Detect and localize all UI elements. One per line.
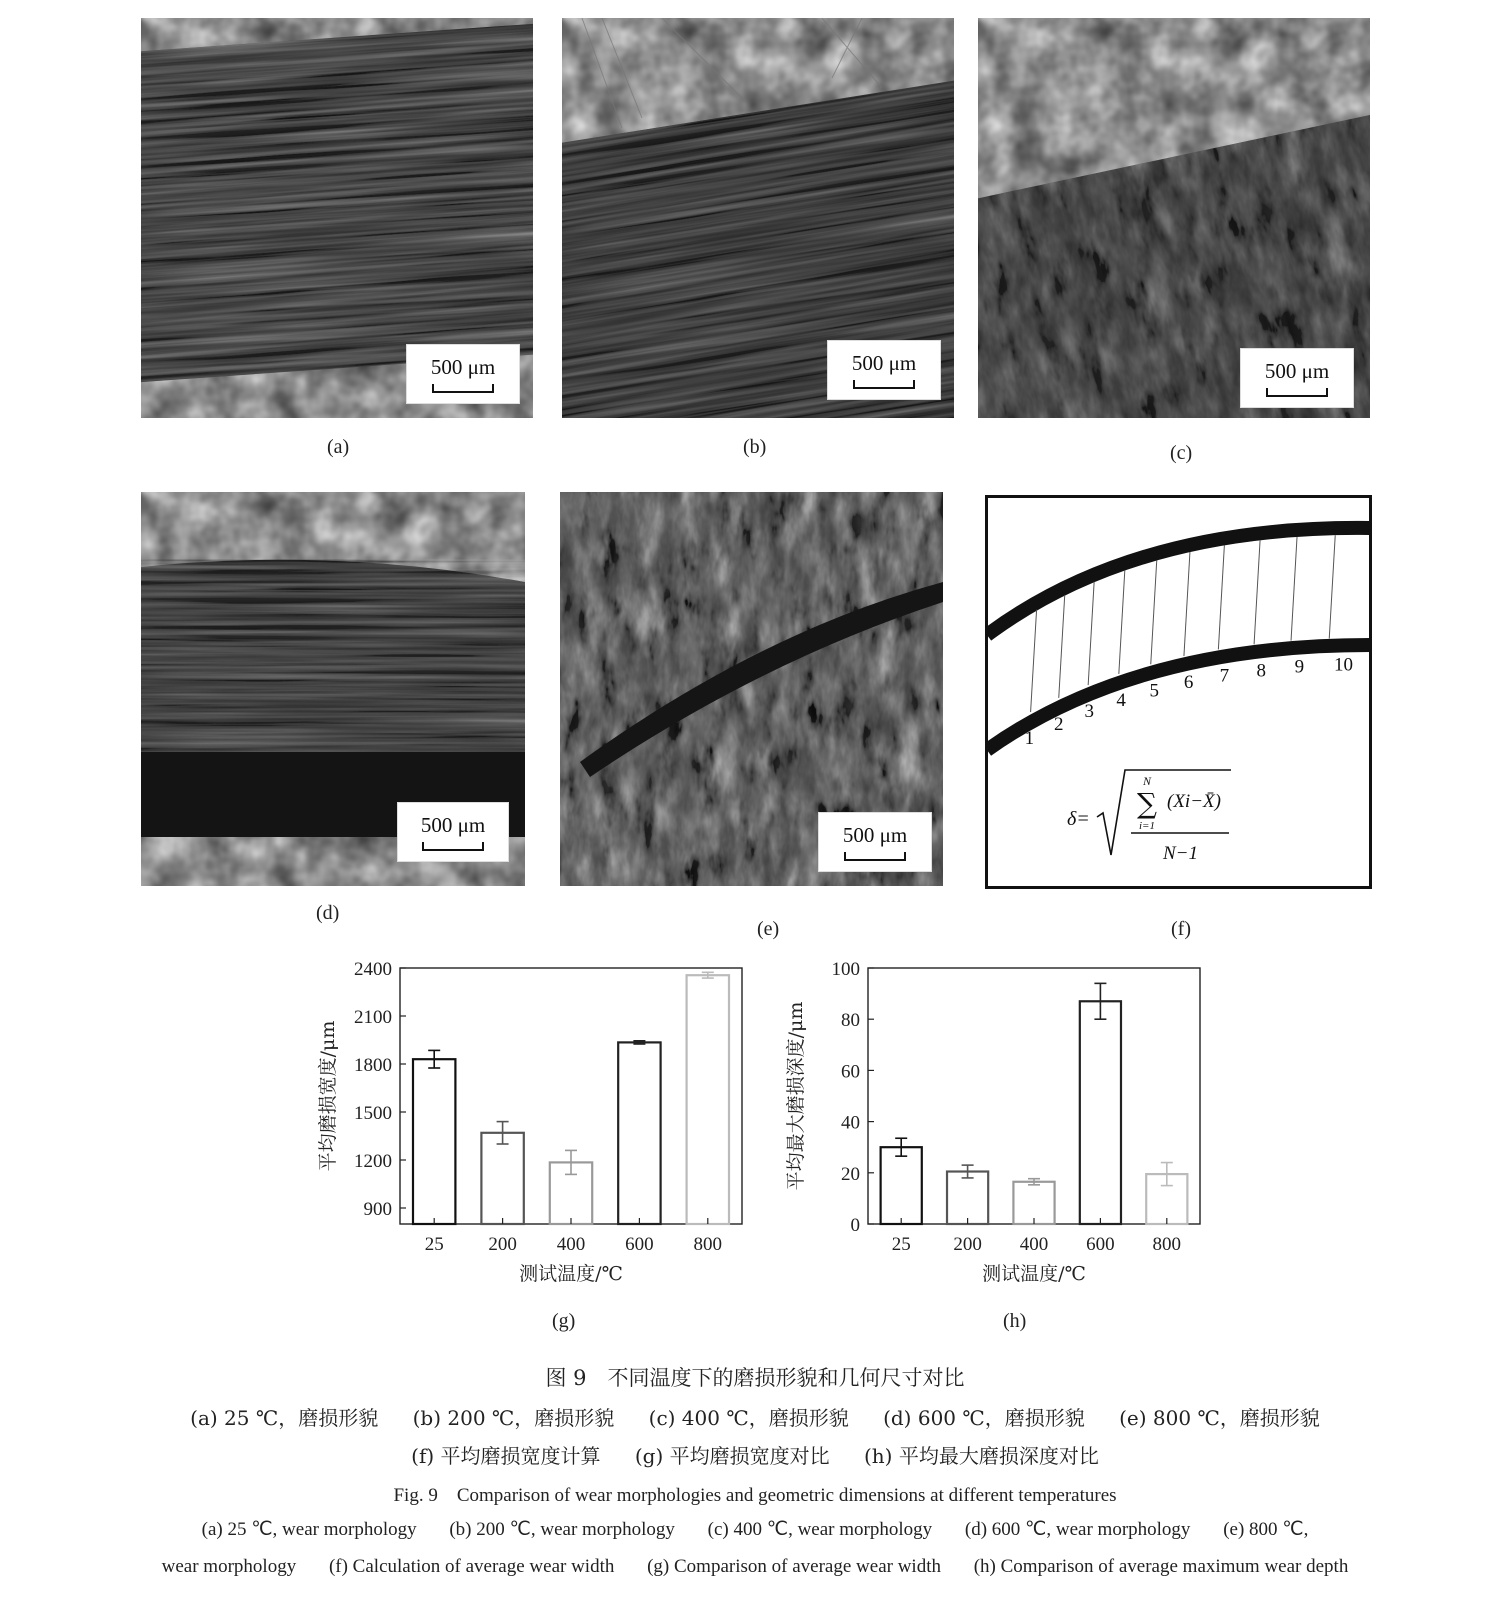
x-axis-label: 测试温度/℃ [982, 1263, 1086, 1285]
scale-bar-line [1266, 388, 1328, 397]
caption-en-e-cont: wear morphology [161, 1556, 297, 1577]
caption-zh-f: (f) 平均磨损宽度计算 [411, 1444, 601, 1468]
caption-en-h: (h) Comparison of average maximum wear depth [973, 1556, 1349, 1577]
chart-average-max-wear-depth [780, 960, 1210, 1300]
point-label: 8 [1256, 660, 1266, 682]
y-tick-label: 1500 [354, 1103, 392, 1124]
panel-label-h: (h) [1003, 1310, 1027, 1332]
point-label: 5 [1149, 680, 1160, 702]
point-label: 6 [1183, 672, 1194, 694]
bar [413, 1059, 455, 1224]
caption-zh-d: (d) 600 ℃，磨损形貌 [883, 1406, 1085, 1430]
caption-zh-line1 [0, 1402, 1510, 1431]
chart-average-wear-width [312, 960, 752, 1300]
x-tick-label: 200 [488, 1234, 517, 1255]
y-tick-label: 60 [841, 1061, 860, 1083]
caption-en-line2 [0, 1556, 1510, 1578]
y-axis-label: 平均磨损宽度/μm [317, 1020, 339, 1172]
y-axis-label: 平均最大磨损深度/μm [785, 1001, 807, 1191]
x-tick-label: 25 [424, 1234, 444, 1255]
micrograph-b [562, 18, 954, 418]
wear-width-schematic [985, 495, 1372, 889]
x-tick-label: 800 [1152, 1234, 1182, 1255]
point-label: 7 [1219, 665, 1230, 687]
panel-label-e: (e) [757, 918, 780, 940]
x-tick-label: 400 [1019, 1234, 1049, 1255]
micrograph-a [141, 18, 533, 418]
sum-sign: ∑ [1137, 787, 1157, 820]
caption-en-b: (b) 200 ℃, wear morphology [449, 1519, 675, 1540]
sum-term: (Xi−X̄) [1167, 791, 1221, 812]
formula-denominator: N−1 [1163, 843, 1198, 864]
y-tick-label: 80 [841, 1010, 860, 1032]
caption-en-e: (e) 800 ℃, [1223, 1519, 1309, 1540]
y-tick-label: 100 [831, 960, 860, 980]
point-label: 10 [1334, 654, 1354, 676]
caption-en-line1 [0, 1518, 1510, 1541]
caption-en-d: (d) 600 ℃, wear morphology [964, 1519, 1191, 1540]
scale-bar-d: 500 μm [397, 802, 509, 862]
scale-bar-line [432, 384, 494, 393]
caption-en-c: (c) 400 ℃, wear morphology [707, 1519, 933, 1540]
y-tick-label: 20 [841, 1163, 860, 1185]
y-tick-label: 2100 [354, 1007, 392, 1028]
caption-en-title: Fig. 9 Comparison of wear morphologies and geometric dimensions at different temperatures [393, 1485, 1117, 1506]
point-label: 1 [1024, 728, 1035, 750]
panel-label-f: (f) [1171, 918, 1191, 940]
scale-bar-line [853, 380, 915, 389]
caption-zh-b: (b) 200 ℃，磨损形貌 [412, 1406, 615, 1430]
formula-lhs: δ= [1067, 808, 1090, 830]
micrograph-c [978, 18, 1370, 418]
caption-zh-line2 [0, 1440, 1510, 1469]
point-label: 4 [1116, 689, 1126, 711]
panel-label-b: (b) [743, 436, 767, 458]
schematic-frame [987, 497, 1371, 888]
caption-zh-e: (e) 800 ℃，磨损形貌 [1119, 1406, 1320, 1430]
caption-en-f: (f) Calculation of average wear width [328, 1556, 615, 1577]
bar [1013, 1182, 1054, 1224]
y-tick-label: 2400 [354, 960, 392, 980]
micrograph-d [141, 492, 525, 886]
panel-label-d: (d) [316, 902, 340, 924]
plot-frame [400, 968, 742, 1224]
scale-bar-b: 500 μm [827, 340, 941, 400]
x-tick-label: 200 [953, 1234, 982, 1255]
bar [1080, 1001, 1121, 1224]
y-tick-label: 1200 [354, 1151, 392, 1172]
caption-zh-h: (h) 平均最大磨损深度对比 [864, 1444, 1099, 1468]
x-tick-label: 400 [556, 1234, 586, 1255]
x-tick-label: 25 [891, 1234, 911, 1255]
x-axis-label: 测试温度/℃ [519, 1263, 623, 1285]
x-tick-label: 600 [625, 1234, 654, 1255]
y-tick-label: 900 [363, 1199, 392, 1220]
scale-bar-a: 500 μm [406, 344, 520, 404]
caption-en-a: (a) 25 ℃, wear morphology [201, 1519, 417, 1540]
micrograph-e [560, 492, 943, 886]
sum-top: N [1143, 774, 1152, 788]
panel-label-g: (g) [552, 1310, 576, 1332]
caption-zh-title: 图 9 不同温度下的磨损形貌和几何尺寸对比 [545, 1366, 965, 1390]
bar [947, 1172, 988, 1224]
caption-zh-g: (g) 平均磨损宽度对比 [634, 1444, 830, 1468]
caption-zh-a: (a) 25 ℃，磨损形貌 [190, 1406, 379, 1430]
bar [687, 975, 729, 1224]
point-label: 9 [1294, 656, 1305, 678]
caption-zh-c: (c) 400 ℃，磨损形貌 [648, 1406, 849, 1430]
bar [618, 1042, 660, 1224]
sum-bottom: i=1 [1139, 820, 1155, 832]
y-tick-label: 1800 [354, 1055, 392, 1076]
panel-label-a: (a) [327, 436, 350, 458]
scale-bar-line [844, 852, 906, 861]
scale-bar-e: 500 μm [818, 812, 932, 872]
panel-label-c: (c) [1170, 442, 1193, 464]
bar [481, 1133, 523, 1224]
bar [881, 1147, 922, 1224]
point-label: 2 [1053, 713, 1064, 735]
point-label: 3 [1084, 701, 1095, 723]
scale-bar-line [422, 842, 484, 851]
x-tick-label: 800 [693, 1234, 723, 1255]
y-tick-label: 0 [850, 1215, 860, 1236]
scale-bar-c: 500 μm [1240, 348, 1354, 408]
x-tick-label: 600 [1086, 1234, 1115, 1255]
y-tick-label: 40 [841, 1112, 860, 1134]
caption-en-g: (g) Comparison of average wear width [647, 1556, 941, 1577]
